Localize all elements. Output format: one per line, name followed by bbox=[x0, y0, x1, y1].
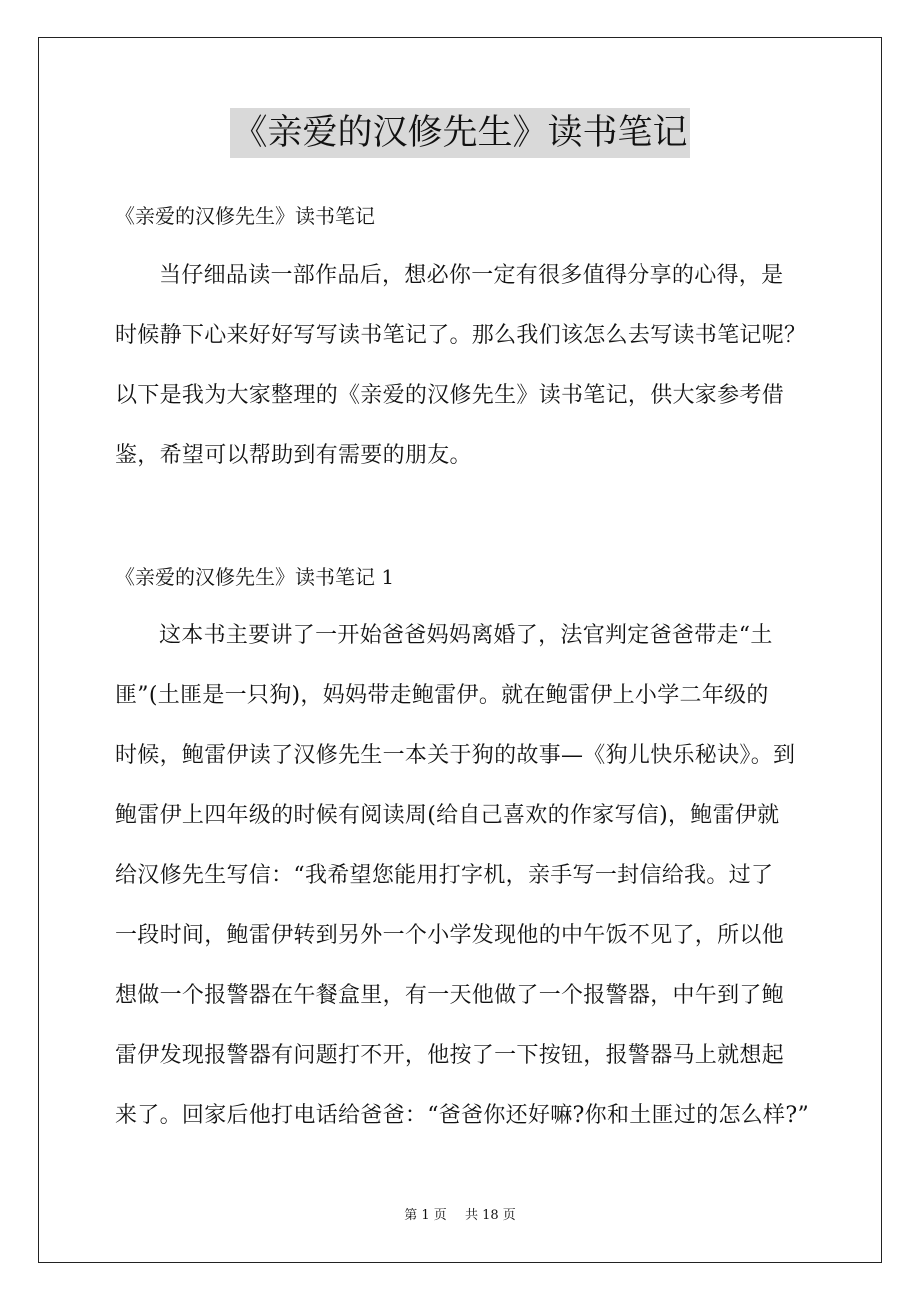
intro-paragraph bbox=[115, 262, 815, 502]
document-title: 《亲爱的汉修先生》读书笔记 bbox=[230, 108, 689, 158]
section1-paragraph bbox=[115, 622, 815, 1162]
section1-line: 想做一个报警器在午餐盒里，有一天他做了一个报警器，中午到了鲍 bbox=[115, 983, 785, 1008]
intro-heading: 《亲爱的汉修先生》读书笔记 bbox=[115, 204, 375, 228]
section1-line: 匪”(土匪是一只狗)，妈妈带走鲍雷伊。就在鲍雷伊上小学二年级的 bbox=[115, 683, 769, 708]
section1-line: 给汉修先生写信：“我希望您能用打字机，亲手写一封信给我。过了 bbox=[115, 863, 774, 888]
section1-line: 雷伊发现报警器有问题打不开，他按了一下按钮，报警器马上就想起 bbox=[115, 1043, 785, 1068]
section1-heading: 《亲爱的汉修先生》读书笔记 1 bbox=[115, 565, 395, 589]
intro-line: 鉴，希望可以帮助到有需要的朋友。 bbox=[115, 443, 472, 468]
section1-line: 鲍雷伊上四年级的时候有阅读周(给自己喜欢的作家写信)，鲍雷伊就 bbox=[115, 803, 780, 828]
page-total: 共 18 页 bbox=[464, 1208, 516, 1223]
intro-line: 以下是我为大家整理的《亲爱的汉修先生》读书笔记，供大家参考借 bbox=[115, 383, 785, 408]
intro-line: 时候静下心来好好写写读书笔记了。那么我们该怎么去写读书笔记呢？ bbox=[115, 323, 807, 348]
section1-line: 一段时间，鲍雷伊转到另外一个小学发现他的中午饭不见了，所以他 bbox=[115, 923, 785, 948]
page-number: 第 1 页 bbox=[404, 1208, 447, 1223]
title-container bbox=[0, 108, 920, 158]
intro-line: 当仔细品读一部作品后，想必你一定有很多值得分享的心得，是 bbox=[159, 263, 784, 288]
page-footer bbox=[0, 1207, 920, 1225]
section1-line: 这本书主要讲了一开始爸爸妈妈离婚了，法官判定爸爸带走“土 bbox=[159, 623, 773, 648]
section1-line: 时候，鲍雷伊读了汉修先生一本关于狗的故事—《狗儿快乐秘诀》。到 bbox=[115, 743, 796, 768]
section1-line: 来了。回家后他打电话给爸爸：“爸爸你还好嘛?你和土匪过的怎么样?” bbox=[115, 1103, 809, 1128]
